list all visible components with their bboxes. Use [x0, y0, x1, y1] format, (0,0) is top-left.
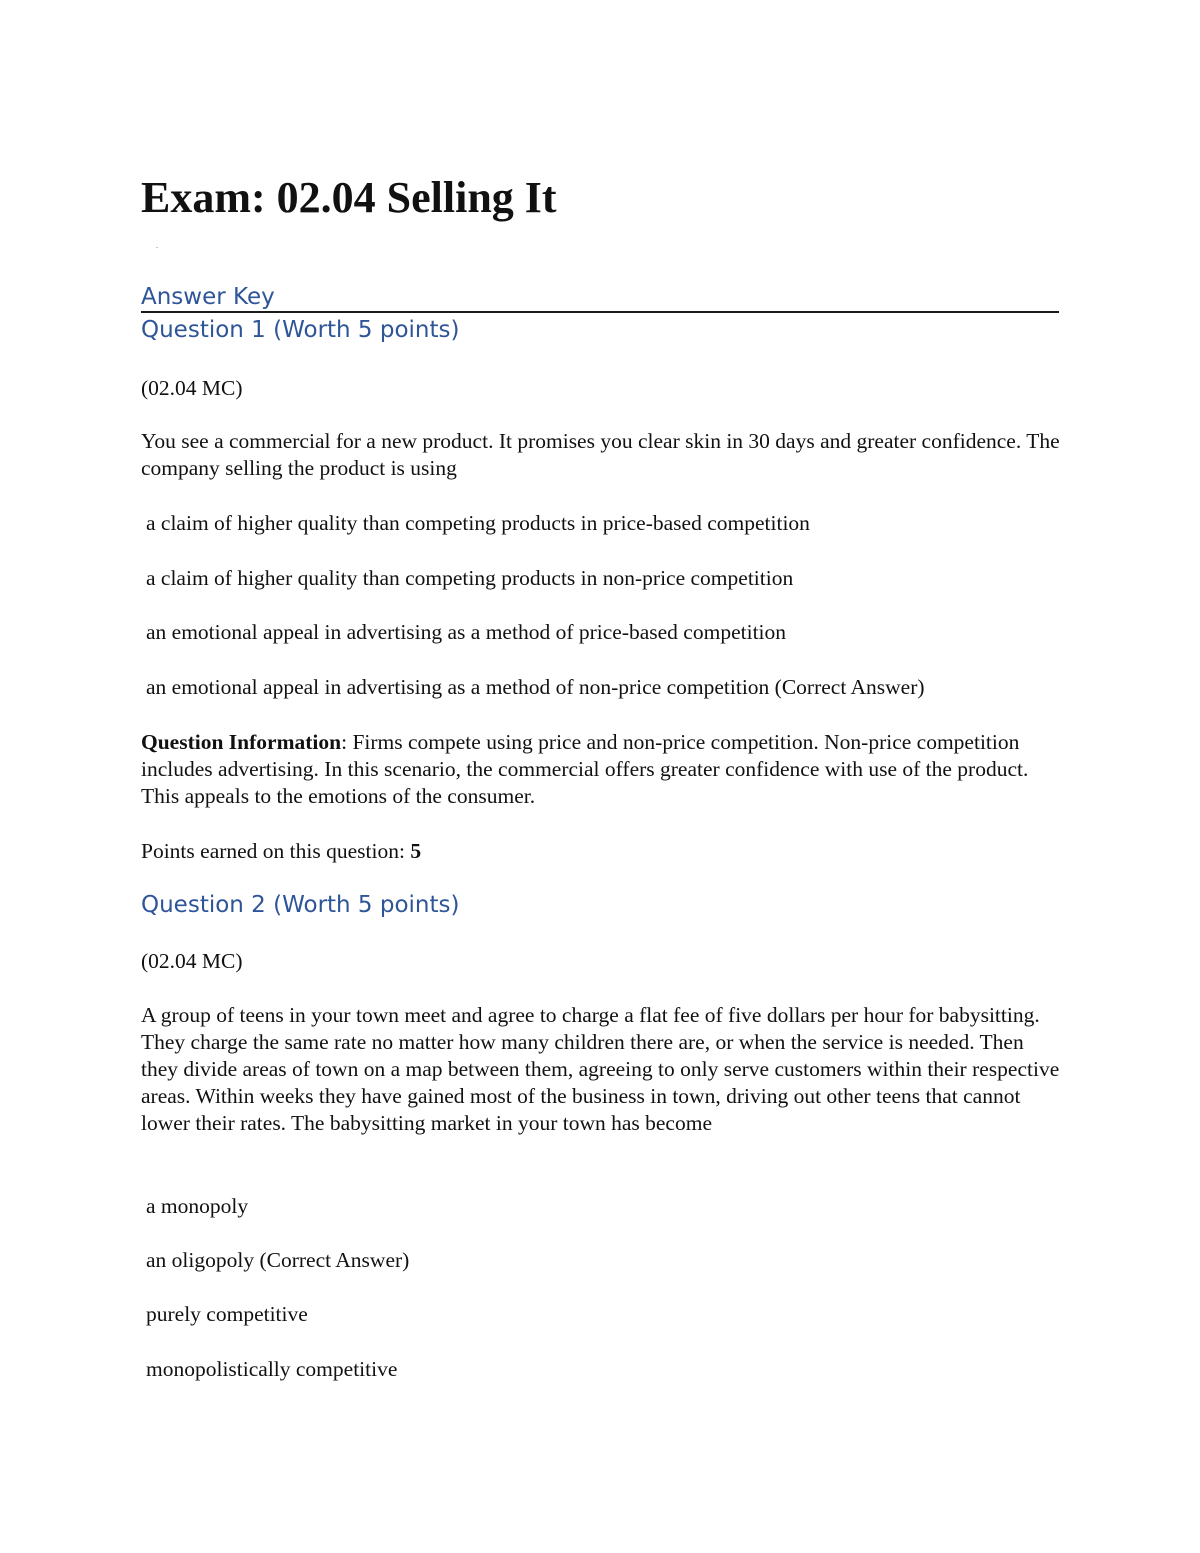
document-title: Exam: 02.04 Selling It	[141, 173, 557, 222]
question-1-prompt: You see a commercial for a new product. It promises you clear skin in 30 days and greater confidence. The company selling the product is using	[141, 429, 1060, 480]
points-earned-label: Points earned on this question:	[141, 839, 411, 863]
question-1-heading: Question 1 (Worth 5 points)	[141, 317, 460, 343]
question-1-option-4: an emotional appeal in advertising as a method of non-price competition (Correct Answer)	[146, 675, 925, 699]
question-1-code: (02.04 MC)	[141, 376, 243, 400]
question-information-text: : Firms compete using price and non-price competition. Non-price competition includes advertising. In this scenario, the commercial offers greater confidence with use of the product. This appeals to the emotions of the consumer.	[141, 730, 1029, 808]
question-1-information	[141, 729, 1066, 810]
question-2-option-4: monopolistically competitive	[146, 1357, 398, 1381]
question-1-points	[141, 838, 1066, 865]
question-1-option-3: an emotional appeal in advertising as a method of price-based competition	[146, 620, 787, 644]
points-earned-value: 5	[410, 839, 422, 863]
question-2-code: (02.04 MC)	[141, 949, 243, 973]
question-1-option-1: a claim of higher quality than competing products in price-based competition	[146, 511, 810, 535]
answer-key-heading: Answer Key	[141, 283, 1059, 313]
page-mark	[156, 247, 158, 248]
question-1-option-2: a claim of higher quality than competing products in non-price competition	[146, 566, 794, 590]
question-information-label: Question Information	[141, 730, 342, 754]
question-2-prompt: A group of teens in your town meet and agree to charge a flat fee of five dollars per hour for babysitting. They charge the same rate no matter how many children there are, or when the service is needed. Then they divide areas of town on a map between them, agreeing to only serve customers within their respective areas. Within weeks they have gained most of the business in town, driving out other teens that cannot lower their rates. The babysitting market in your town has become	[141, 1003, 1060, 1135]
question-2-option-2: an oligopoly (Correct Answer)	[146, 1248, 410, 1272]
question-2-option-3: purely competitive	[146, 1302, 308, 1326]
question-2-heading: Question 2 (Worth 5 points)	[141, 892, 460, 918]
question-2-option-1: a monopoly	[146, 1194, 249, 1218]
